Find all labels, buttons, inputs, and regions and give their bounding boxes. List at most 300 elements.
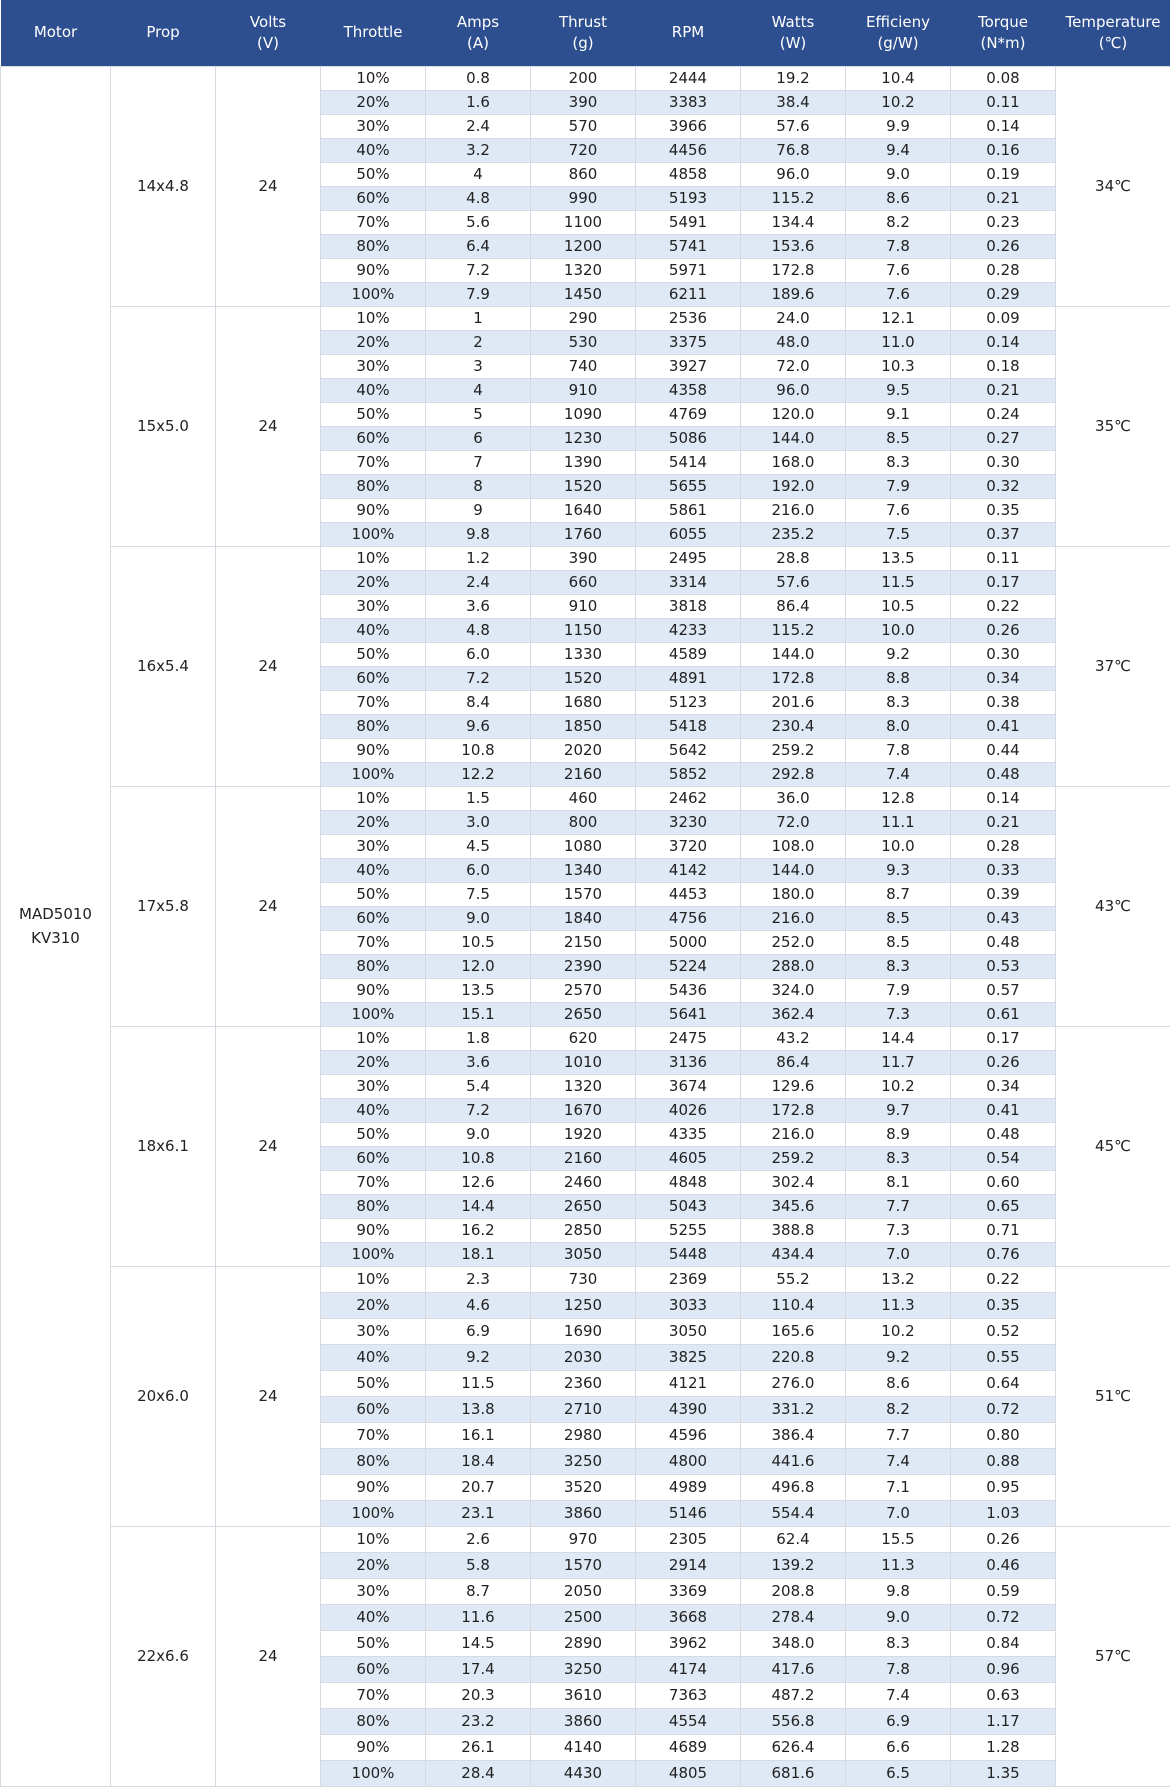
rpm-cell: 5448: [636, 1242, 741, 1266]
amps-cell: 14.4: [426, 1194, 531, 1218]
torque-cell: 0.48: [951, 1122, 1056, 1146]
efficiency-cell: 9.5: [846, 378, 951, 402]
amps-cell: 6.9: [426, 1318, 531, 1344]
torque-cell: 0.16: [951, 138, 1056, 162]
throttle-cell: 20%: [321, 1050, 426, 1074]
amps-cell: 20.7: [426, 1474, 531, 1500]
thrust-cell: 1570: [531, 1552, 636, 1578]
col-header-volts: Volts (V): [216, 0, 321, 66]
amps-cell: 16.2: [426, 1218, 531, 1242]
volts-cell: 24: [216, 66, 321, 306]
thrust-cell: 2710: [531, 1396, 636, 1422]
amps-cell: 1: [426, 306, 531, 330]
thrust-cell: 4430: [531, 1760, 636, 1786]
thrust-cell: 1640: [531, 498, 636, 522]
thrust-cell: 2650: [531, 1194, 636, 1218]
thrust-cell: 2020: [531, 738, 636, 762]
efficiency-cell: 8.5: [846, 906, 951, 930]
rpm-cell: 5043: [636, 1194, 741, 1218]
efficiency-cell: 8.0: [846, 714, 951, 738]
col-header-watts: Watts (W): [741, 0, 846, 66]
amps-cell: 1.8: [426, 1026, 531, 1050]
watts-cell: 626.4: [741, 1734, 846, 1760]
amps-cell: 18.4: [426, 1448, 531, 1474]
thrust-cell: 2160: [531, 762, 636, 786]
header-row: [1, 0, 1170, 66]
torque-cell: 0.54: [951, 1146, 1056, 1170]
watts-cell: 556.8: [741, 1708, 846, 1734]
torque-cell: 0.57: [951, 978, 1056, 1002]
amps-cell: 4: [426, 162, 531, 186]
efficiency-cell: 9.7: [846, 1098, 951, 1122]
thrust-cell: 460: [531, 786, 636, 810]
watts-cell: 96.0: [741, 378, 846, 402]
watts-cell: 292.8: [741, 762, 846, 786]
col-header-efficiency: Efficieny (g/W): [846, 0, 951, 66]
rpm-cell: 4390: [636, 1396, 741, 1422]
torque-cell: 0.26: [951, 1050, 1056, 1074]
throttle-cell: 60%: [321, 666, 426, 690]
amps-cell: 4.8: [426, 618, 531, 642]
thrust-cell: 1570: [531, 882, 636, 906]
efficiency-cell: 14.4: [846, 1026, 951, 1050]
throttle-cell: 60%: [321, 1656, 426, 1682]
amps-cell: 3.0: [426, 810, 531, 834]
volts-cell: 24: [216, 1266, 321, 1526]
thrust-cell: 2460: [531, 1170, 636, 1194]
torque-cell: 0.72: [951, 1604, 1056, 1630]
watts-cell: 48.0: [741, 330, 846, 354]
efficiency-cell: 9.9: [846, 114, 951, 138]
amps-cell: 5.6: [426, 210, 531, 234]
thrust-cell: 910: [531, 594, 636, 618]
watts-cell: 172.8: [741, 258, 846, 282]
rpm-cell: 5086: [636, 426, 741, 450]
rpm-cell: 4989: [636, 1474, 741, 1500]
efficiency-cell: 8.3: [846, 450, 951, 474]
torque-cell: 0.29: [951, 282, 1056, 306]
efficiency-cell: 9.8: [846, 1578, 951, 1604]
rpm-cell: 5123: [636, 690, 741, 714]
torque-cell: 0.71: [951, 1218, 1056, 1242]
thrust-cell: 290: [531, 306, 636, 330]
rpm-cell: 5642: [636, 738, 741, 762]
thrust-cell: 1840: [531, 906, 636, 930]
throttle-cell: 40%: [321, 1098, 426, 1122]
rpm-cell: 3050: [636, 1318, 741, 1344]
motor-cell: MAD5010 KV310: [1, 66, 111, 1786]
torque-cell: 0.22: [951, 594, 1056, 618]
amps-cell: 9.6: [426, 714, 531, 738]
efficiency-cell: 8.3: [846, 1630, 951, 1656]
torque-cell: 0.18: [951, 354, 1056, 378]
amps-cell: 20.3: [426, 1682, 531, 1708]
rpm-cell: 3033: [636, 1292, 741, 1318]
watts-cell: 324.0: [741, 978, 846, 1002]
rpm-cell: 5000: [636, 930, 741, 954]
rpm-cell: 5741: [636, 234, 741, 258]
thrust-cell: 2500: [531, 1604, 636, 1630]
efficiency-cell: 11.0: [846, 330, 951, 354]
amps-cell: 8.4: [426, 690, 531, 714]
torque-cell: 0.24: [951, 402, 1056, 426]
thrust-cell: 2570: [531, 978, 636, 1002]
thrust-cell: 3050: [531, 1242, 636, 1266]
thrust-cell: 1320: [531, 1074, 636, 1098]
rpm-cell: 5436: [636, 978, 741, 1002]
torque-cell: 0.72: [951, 1396, 1056, 1422]
torque-cell: 0.19: [951, 162, 1056, 186]
thrust-cell: 2360: [531, 1370, 636, 1396]
amps-cell: 9.8: [426, 522, 531, 546]
efficiency-cell: 7.7: [846, 1194, 951, 1218]
watts-cell: 496.8: [741, 1474, 846, 1500]
throttle-cell: 20%: [321, 1552, 426, 1578]
throttle-cell: 80%: [321, 474, 426, 498]
watts-cell: 57.6: [741, 114, 846, 138]
watts-cell: 434.4: [741, 1242, 846, 1266]
rpm-cell: 4858: [636, 162, 741, 186]
temperature-cell: 35℃: [1056, 306, 1170, 546]
amps-cell: 5: [426, 402, 531, 426]
throttle-cell: 90%: [321, 1218, 426, 1242]
thrust-cell: 1080: [531, 834, 636, 858]
torque-cell: 0.32: [951, 474, 1056, 498]
rpm-cell: 3375: [636, 330, 741, 354]
temperature-cell: 34℃: [1056, 66, 1170, 306]
col-header-thrust: Thrust (g): [531, 0, 636, 66]
amps-cell: 11.6: [426, 1604, 531, 1630]
throttle-cell: 10%: [321, 306, 426, 330]
rpm-cell: 3818: [636, 594, 741, 618]
watts-cell: 216.0: [741, 1122, 846, 1146]
watts-cell: 278.4: [741, 1604, 846, 1630]
throttle-cell: 50%: [321, 1122, 426, 1146]
efficiency-cell: 7.9: [846, 474, 951, 498]
throttle-cell: 60%: [321, 1396, 426, 1422]
efficiency-cell: 10.2: [846, 1074, 951, 1098]
efficiency-cell: 9.3: [846, 858, 951, 882]
thrust-cell: 2050: [531, 1578, 636, 1604]
torque-cell: 0.84: [951, 1630, 1056, 1656]
throttle-cell: 70%: [321, 1422, 426, 1448]
efficiency-cell: 8.2: [846, 210, 951, 234]
prop-cell: 14x4.8: [111, 66, 216, 306]
throttle-cell: 30%: [321, 1074, 426, 1098]
efficiency-cell: 9.1: [846, 402, 951, 426]
amps-cell: 6.0: [426, 858, 531, 882]
watts-cell: 388.8: [741, 1218, 846, 1242]
watts-cell: 345.6: [741, 1194, 846, 1218]
thrust-cell: 2650: [531, 1002, 636, 1026]
throttle-cell: 30%: [321, 1578, 426, 1604]
thrust-cell: 1320: [531, 258, 636, 282]
watts-cell: 220.8: [741, 1344, 846, 1370]
efficiency-cell: 11.1: [846, 810, 951, 834]
rpm-cell: 4589: [636, 642, 741, 666]
watts-cell: 180.0: [741, 882, 846, 906]
rpm-cell: 4848: [636, 1170, 741, 1194]
amps-cell: 14.5: [426, 1630, 531, 1656]
watts-cell: 554.4: [741, 1500, 846, 1526]
amps-cell: 3.2: [426, 138, 531, 162]
rpm-cell: 2369: [636, 1266, 741, 1292]
amps-cell: 4.6: [426, 1292, 531, 1318]
thrust-cell: 4140: [531, 1734, 636, 1760]
rpm-cell: 6211: [636, 282, 741, 306]
throttle-cell: 50%: [321, 162, 426, 186]
rpm-cell: 5971: [636, 258, 741, 282]
torque-cell: 0.17: [951, 570, 1056, 594]
watts-cell: 76.8: [741, 138, 846, 162]
table-row: [1, 66, 1170, 90]
efficiency-cell: 7.4: [846, 1682, 951, 1708]
col-header-torque: Torque (N*m): [951, 0, 1056, 66]
table-row: [1, 1026, 1170, 1050]
torque-cell: 0.55: [951, 1344, 1056, 1370]
throttle-cell: 80%: [321, 1194, 426, 1218]
thrust-cell: 730: [531, 1266, 636, 1292]
thrust-cell: 660: [531, 570, 636, 594]
col-header-temperature: Temperature (℃): [1056, 0, 1170, 66]
amps-cell: 0.8: [426, 66, 531, 90]
watts-cell: 276.0: [741, 1370, 846, 1396]
watts-cell: 252.0: [741, 930, 846, 954]
thrust-cell: 1520: [531, 666, 636, 690]
thrust-cell: 1200: [531, 234, 636, 258]
rpm-cell: 5655: [636, 474, 741, 498]
throttle-cell: 20%: [321, 1292, 426, 1318]
throttle-cell: 10%: [321, 66, 426, 90]
torque-cell: 0.44: [951, 738, 1056, 762]
table-row: [1, 1526, 1170, 1552]
torque-cell: 0.21: [951, 810, 1056, 834]
efficiency-cell: 7.8: [846, 738, 951, 762]
watts-cell: 115.2: [741, 618, 846, 642]
watts-cell: 144.0: [741, 642, 846, 666]
amps-cell: 1.2: [426, 546, 531, 570]
amps-cell: 6.0: [426, 642, 531, 666]
thrust-cell: 1520: [531, 474, 636, 498]
watts-cell: 189.6: [741, 282, 846, 306]
torque-cell: 0.35: [951, 1292, 1056, 1318]
efficiency-cell: 8.8: [846, 666, 951, 690]
torque-cell: 1.28: [951, 1734, 1056, 1760]
prop-cell: 22x6.6: [111, 1526, 216, 1786]
thrust-cell: 390: [531, 546, 636, 570]
efficiency-cell: 7.9: [846, 978, 951, 1002]
throttle-cell: 100%: [321, 1500, 426, 1526]
thrust-cell: 1390: [531, 450, 636, 474]
efficiency-cell: 7.1: [846, 1474, 951, 1500]
torque-cell: 0.14: [951, 114, 1056, 138]
efficiency-cell: 8.3: [846, 690, 951, 714]
torque-cell: 0.28: [951, 258, 1056, 282]
amps-cell: 16.1: [426, 1422, 531, 1448]
thrust-cell: 3610: [531, 1682, 636, 1708]
thrust-cell: 1090: [531, 402, 636, 426]
amps-cell: 23.2: [426, 1708, 531, 1734]
rpm-cell: 2305: [636, 1526, 741, 1552]
rpm-cell: 5414: [636, 450, 741, 474]
amps-cell: 3: [426, 354, 531, 378]
rpm-cell: 4554: [636, 1708, 741, 1734]
watts-cell: 208.8: [741, 1578, 846, 1604]
efficiency-cell: 8.3: [846, 954, 951, 978]
throttle-cell: 60%: [321, 906, 426, 930]
temperature-cell: 37℃: [1056, 546, 1170, 786]
prop-cell: 18x6.1: [111, 1026, 216, 1266]
efficiency-cell: 10.0: [846, 834, 951, 858]
thrust-cell: 1850: [531, 714, 636, 738]
watts-cell: 62.4: [741, 1526, 846, 1552]
rpm-cell: 3230: [636, 810, 741, 834]
amps-cell: 17.4: [426, 1656, 531, 1682]
col-header-throttle: Throttle: [321, 0, 426, 66]
thrust-cell: 990: [531, 186, 636, 210]
throttle-cell: 60%: [321, 186, 426, 210]
throttle-cell: 20%: [321, 810, 426, 834]
throttle-cell: 90%: [321, 978, 426, 1002]
watts-cell: 201.6: [741, 690, 846, 714]
throttle-cell: 80%: [321, 954, 426, 978]
torque-cell: 0.30: [951, 642, 1056, 666]
torque-cell: 0.48: [951, 930, 1056, 954]
throttle-cell: 70%: [321, 450, 426, 474]
efficiency-cell: 6.9: [846, 1708, 951, 1734]
watts-cell: 487.2: [741, 1682, 846, 1708]
rpm-cell: 5146: [636, 1500, 741, 1526]
watts-cell: 96.0: [741, 162, 846, 186]
efficiency-cell: 10.0: [846, 618, 951, 642]
efficiency-cell: 8.3: [846, 1146, 951, 1170]
watts-cell: 259.2: [741, 1146, 846, 1170]
torque-cell: 0.11: [951, 90, 1056, 114]
torque-cell: 0.41: [951, 714, 1056, 738]
rpm-cell: 7363: [636, 1682, 741, 1708]
watts-cell: 302.4: [741, 1170, 846, 1194]
prop-cell: 20x6.0: [111, 1266, 216, 1526]
efficiency-cell: 7.6: [846, 258, 951, 282]
amps-cell: 7.5: [426, 882, 531, 906]
thrust-cell: 3250: [531, 1448, 636, 1474]
torque-cell: 0.34: [951, 666, 1056, 690]
efficiency-cell: 8.5: [846, 426, 951, 450]
efficiency-cell: 7.3: [846, 1002, 951, 1026]
rpm-cell: 4800: [636, 1448, 741, 1474]
efficiency-cell: 11.5: [846, 570, 951, 594]
prop-cell: 16x5.4: [111, 546, 216, 786]
amps-cell: 11.5: [426, 1370, 531, 1396]
torque-cell: 0.34: [951, 1074, 1056, 1098]
amps-cell: 2: [426, 330, 531, 354]
watts-cell: 120.0: [741, 402, 846, 426]
torque-cell: 0.80: [951, 1422, 1056, 1448]
torque-cell: 0.53: [951, 954, 1056, 978]
thrust-cell: 970: [531, 1526, 636, 1552]
efficiency-cell: 6.5: [846, 1760, 951, 1786]
amps-cell: 8: [426, 474, 531, 498]
rpm-cell: 3962: [636, 1630, 741, 1656]
torque-cell: 0.65: [951, 1194, 1056, 1218]
amps-cell: 1.5: [426, 786, 531, 810]
amps-cell: 26.1: [426, 1734, 531, 1760]
rpm-cell: 2495: [636, 546, 741, 570]
watts-cell: 86.4: [741, 594, 846, 618]
efficiency-cell: 6.6: [846, 1734, 951, 1760]
efficiency-cell: 13.2: [846, 1266, 951, 1292]
watts-cell: 55.2: [741, 1266, 846, 1292]
amps-cell: 15.1: [426, 1002, 531, 1026]
throttle-cell: 10%: [321, 786, 426, 810]
efficiency-cell: 7.4: [846, 1448, 951, 1474]
throttle-cell: 30%: [321, 114, 426, 138]
amps-cell: 1.6: [426, 90, 531, 114]
torque-cell: 0.37: [951, 522, 1056, 546]
efficiency-cell: 13.5: [846, 546, 951, 570]
throttle-cell: 100%: [321, 762, 426, 786]
rpm-cell: 3369: [636, 1578, 741, 1604]
watts-cell: 192.0: [741, 474, 846, 498]
torque-cell: 0.48: [951, 762, 1056, 786]
efficiency-cell: 12.1: [846, 306, 951, 330]
rpm-cell: 2914: [636, 1552, 741, 1578]
rpm-cell: 2536: [636, 306, 741, 330]
efficiency-cell: 9.2: [846, 1344, 951, 1370]
torque-cell: 0.17: [951, 1026, 1056, 1050]
efficiency-cell: 8.5: [846, 930, 951, 954]
rpm-cell: 2475: [636, 1026, 741, 1050]
rpm-cell: 4335: [636, 1122, 741, 1146]
throttle-cell: 40%: [321, 1604, 426, 1630]
efficiency-cell: 9.0: [846, 162, 951, 186]
amps-cell: 7.2: [426, 258, 531, 282]
torque-cell: 1.17: [951, 1708, 1056, 1734]
torque-cell: 0.14: [951, 786, 1056, 810]
throttle-cell: 50%: [321, 1370, 426, 1396]
efficiency-cell: 7.3: [846, 1218, 951, 1242]
volts-cell: 24: [216, 786, 321, 1026]
watts-cell: 43.2: [741, 1026, 846, 1050]
rpm-cell: 2444: [636, 66, 741, 90]
torque-cell: 0.63: [951, 1682, 1056, 1708]
throttle-cell: 50%: [321, 642, 426, 666]
throttle-cell: 40%: [321, 378, 426, 402]
watts-cell: 348.0: [741, 1630, 846, 1656]
watts-cell: 216.0: [741, 498, 846, 522]
watts-cell: 681.6: [741, 1760, 846, 1786]
temperature-cell: 51℃: [1056, 1266, 1170, 1526]
amps-cell: 2.3: [426, 1266, 531, 1292]
rpm-cell: 4596: [636, 1422, 741, 1448]
torque-cell: 0.88: [951, 1448, 1056, 1474]
rpm-cell: 4769: [636, 402, 741, 426]
thrust-cell: 1680: [531, 690, 636, 714]
throttle-cell: 10%: [321, 1266, 426, 1292]
rpm-cell: 2462: [636, 786, 741, 810]
volts-cell: 24: [216, 1026, 321, 1266]
amps-cell: 4.8: [426, 186, 531, 210]
efficiency-cell: 8.7: [846, 882, 951, 906]
thrust-cell: 2850: [531, 1218, 636, 1242]
rpm-cell: 3314: [636, 570, 741, 594]
rpm-cell: 3668: [636, 1604, 741, 1630]
thrust-cell: 3860: [531, 1708, 636, 1734]
efficiency-cell: 10.4: [846, 66, 951, 90]
throttle-cell: 90%: [321, 1474, 426, 1500]
throttle-cell: 40%: [321, 138, 426, 162]
rpm-cell: 5418: [636, 714, 741, 738]
